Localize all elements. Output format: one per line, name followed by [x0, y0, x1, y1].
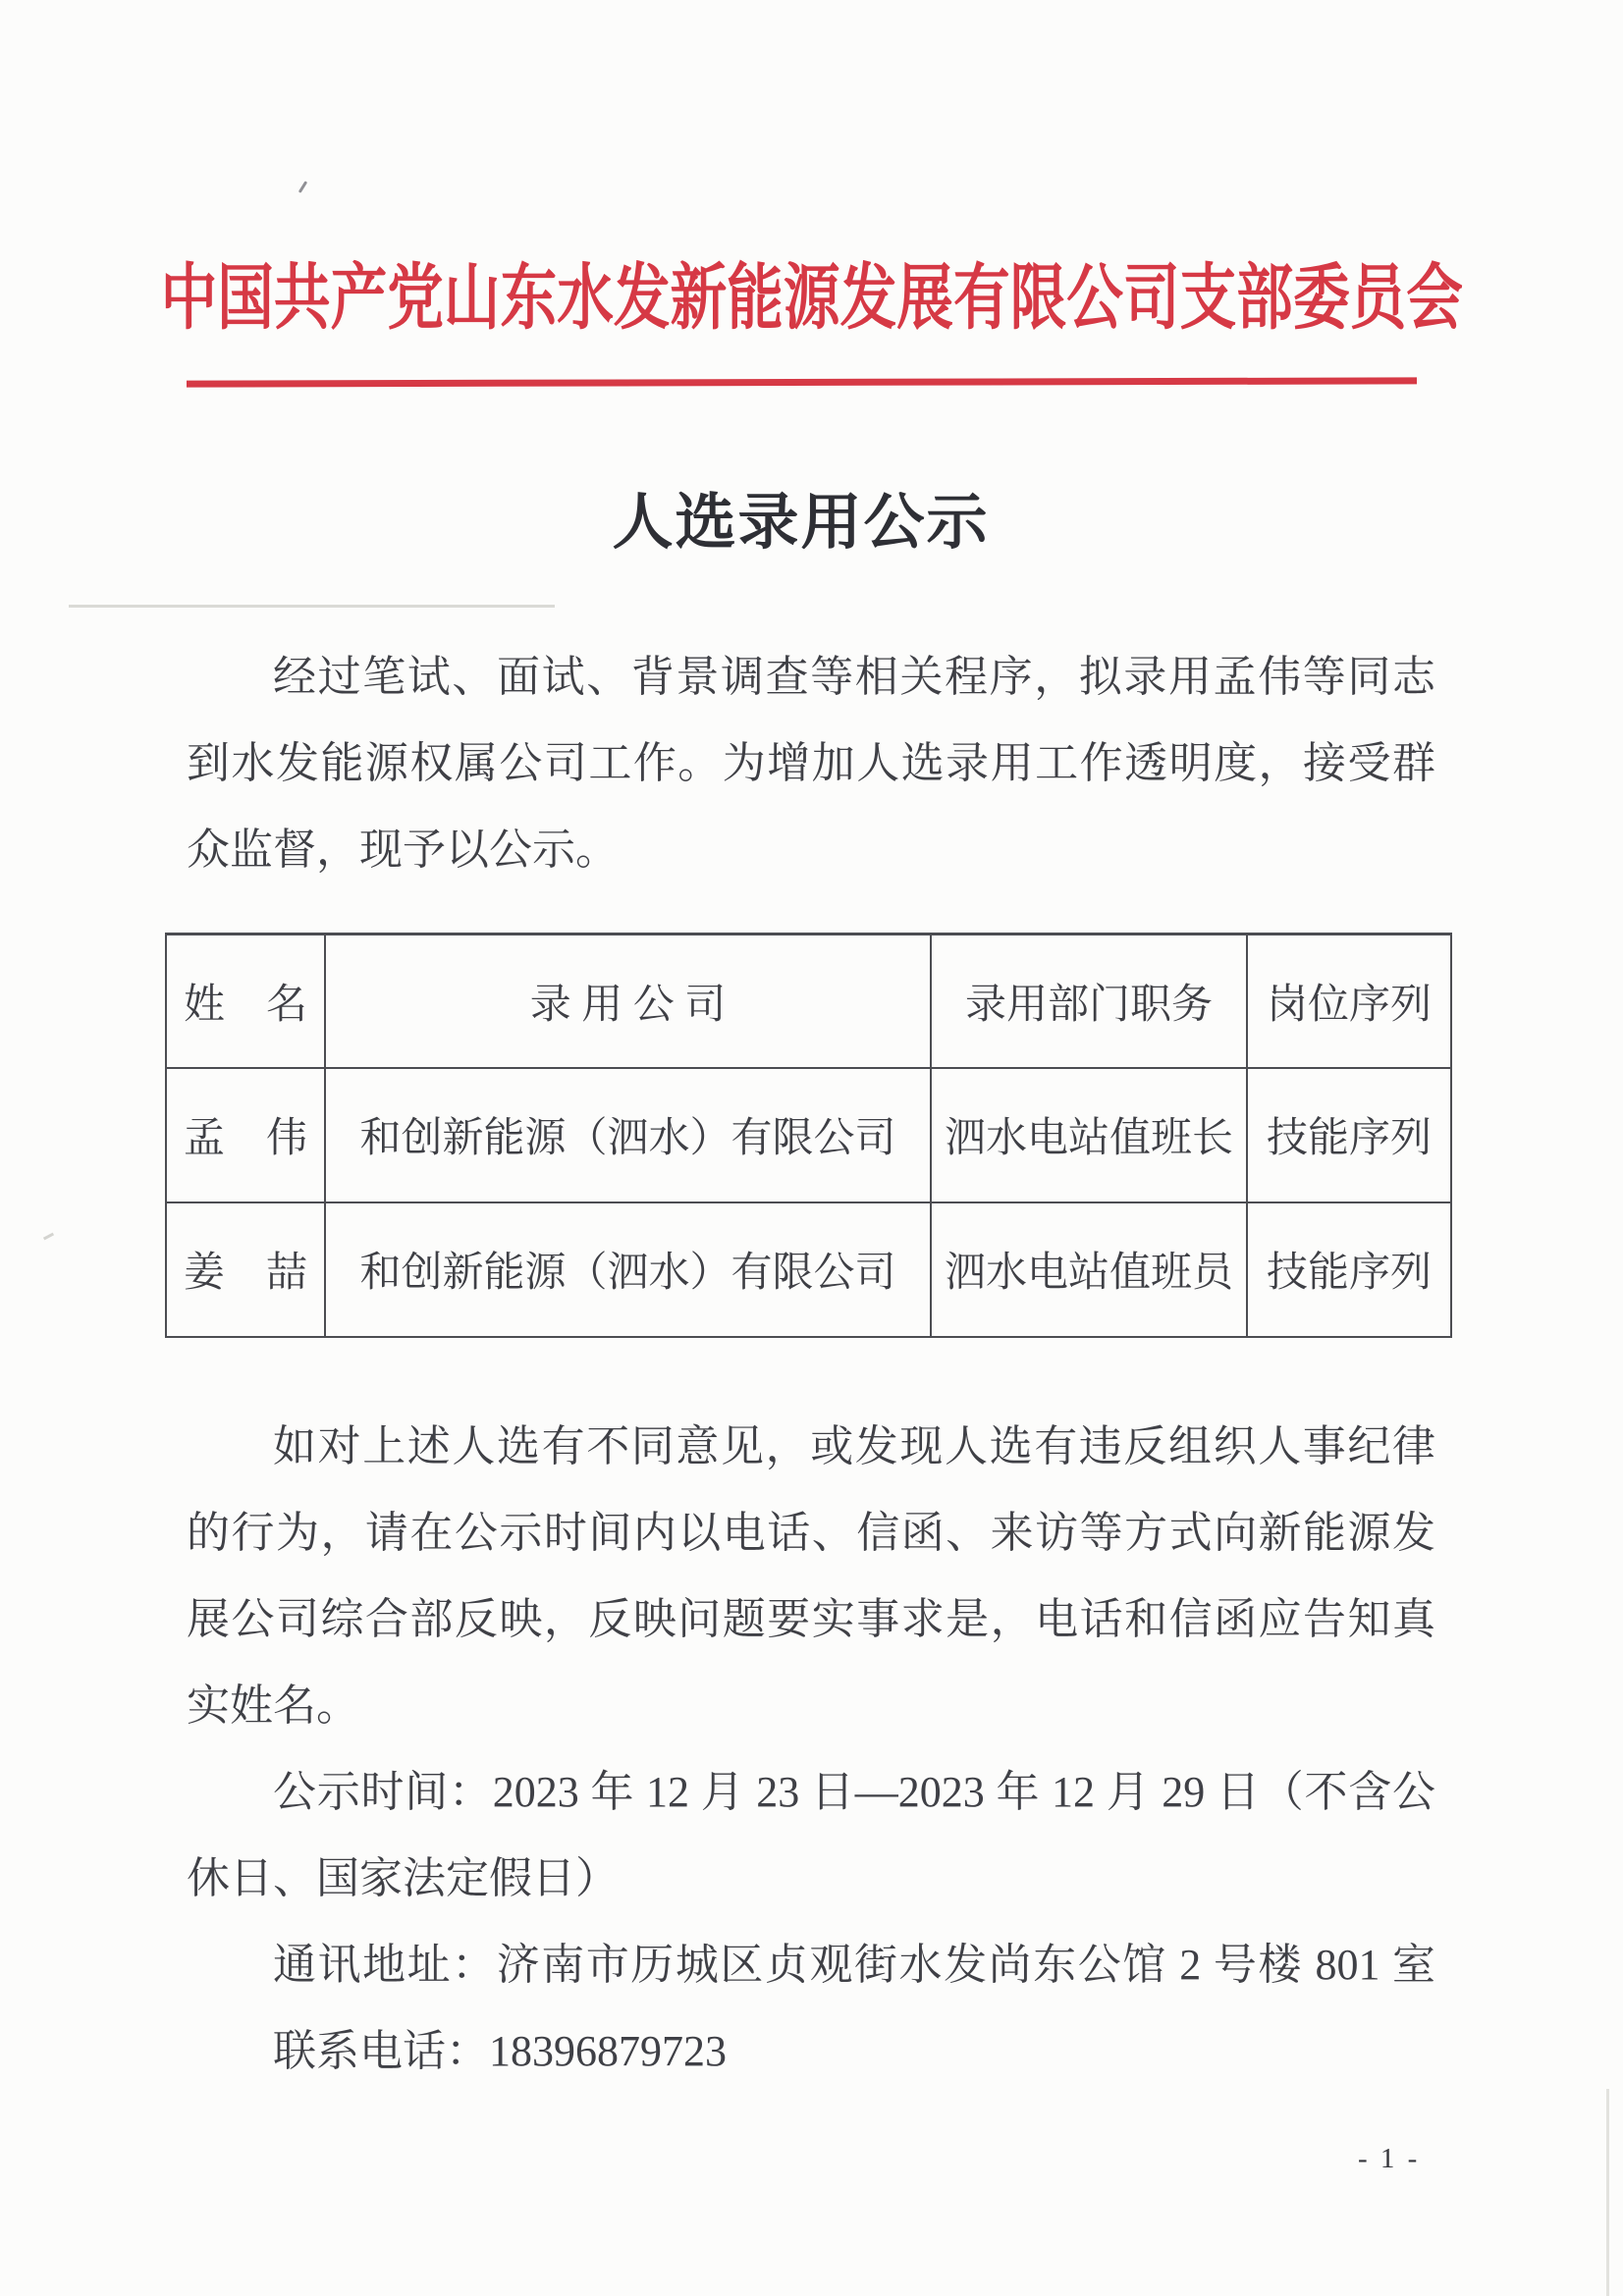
table-cell: 姜 喆: [166, 1202, 325, 1337]
hiring-table: [165, 933, 1452, 1338]
red-underline: [187, 377, 1417, 387]
column-header-2: 录 用 公 司: [325, 934, 931, 1068]
text-line: 通讯地址：济南市历城区贞观街水发尚东公馆 2 号楼 801 室: [273, 1941, 1435, 1989]
text-line: 联系电话：18396879723: [273, 2027, 727, 2075]
table-cell: 技能序列: [1247, 1068, 1451, 1202]
text-line: 的行为，请在公示时间内以电话、信函、来访等方式向新能源发: [187, 1509, 1435, 1557]
document-org-title: 中国共产党山东水发新能源发展有限公司支部委员会: [160, 258, 1463, 338]
text-line: 实姓名。: [187, 1682, 359, 1730]
table-cell: 孟 伟: [166, 1068, 325, 1202]
table-body: [166, 1068, 1451, 1337]
column-header-3: 录用部门职务: [931, 934, 1247, 1068]
body-paragraphs: [187, 1404, 1435, 2095]
table-cell: 和创新能源（泗水）有限公司: [325, 1202, 931, 1337]
table-cell: 技能序列: [1247, 1202, 1451, 1337]
text-line: 众监督，现予以公示。: [187, 826, 619, 874]
document-subtitle: 人选录用公示: [612, 490, 990, 557]
text-line: 休日、国家法定假日）: [187, 1854, 619, 1902]
scan-tick-artifact: [298, 181, 307, 193]
table-cell: 泗水电站值班员: [931, 1202, 1247, 1337]
scan-smudge-artifact: [43, 1233, 54, 1241]
scan-edge-line-artifact: [1606, 2089, 1609, 2296]
text-line: 到水发能源权属公司工作。为增加人选录用工作透明度，接受群: [187, 739, 1435, 787]
column-header-1: 姓 名: [166, 934, 325, 1068]
scan-faint-line-artifact: [69, 605, 555, 608]
table-head: [166, 934, 1451, 1068]
table-header-row: [166, 934, 1451, 1068]
text-line: 经过笔试、面试、背景调查等相关程序，拟录用孟伟等同志: [273, 653, 1435, 701]
text-line: 展公司综合部反映，反映问题要实事求是，电话和信函应告知真: [187, 1595, 1435, 1643]
page-number: - 1 -: [1358, 2143, 1421, 2174]
text-line: 公示时间：2023 年 12 月 23 日—2023 年 12 月 29 日（不含公: [273, 1768, 1435, 1816]
text-line: 如对上述人选有不同意见，或发现人选有违反组织人事纪律: [273, 1422, 1435, 1470]
intro-paragraph: [187, 634, 1435, 893]
column-header-4: 岗位序列: [1247, 934, 1451, 1068]
table-row: [166, 1068, 1451, 1202]
table-cell: 泗水电站值班长: [931, 1068, 1247, 1202]
table-row: [166, 1202, 1451, 1337]
table-cell: 和创新能源（泗水）有限公司: [325, 1068, 931, 1202]
